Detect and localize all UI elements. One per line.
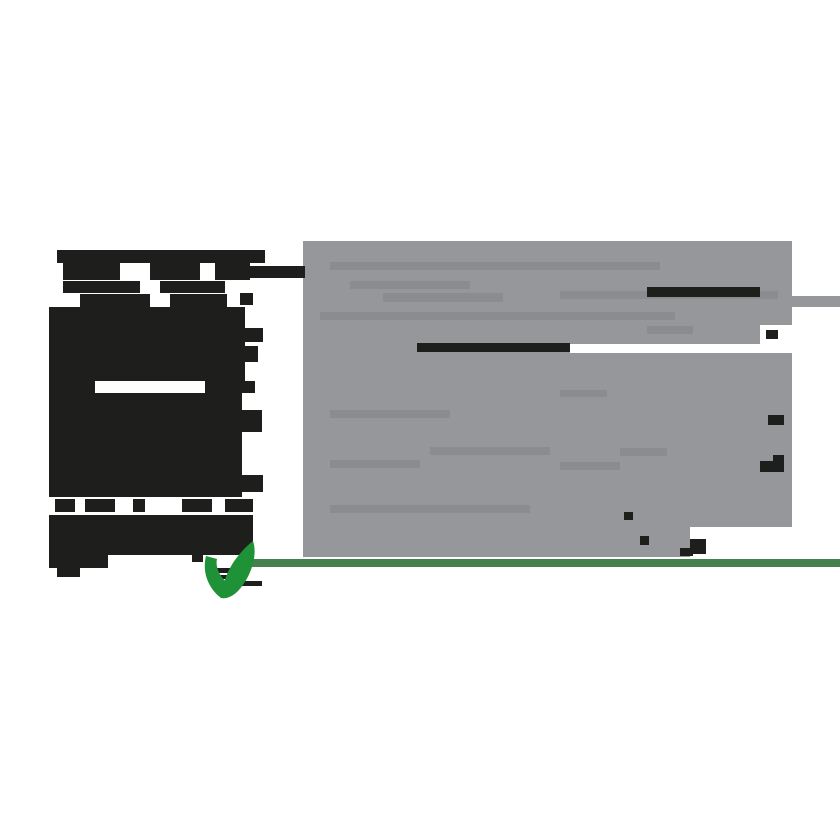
ink-edge-mark [766,330,778,339]
ink-heading-line [57,250,265,263]
ink-dash [225,499,253,512]
gray-text-row [430,447,550,455]
gray-text-row [330,505,530,513]
gray-text-row [330,460,420,468]
ink-paragraph-slab [49,307,245,381]
ink-word [80,294,150,307]
ink-slab-bump [245,346,258,362]
ink-word [63,263,120,280]
connector-bar [243,266,305,278]
ink-word [49,555,108,568]
ink-word [170,294,227,307]
gray-text-row [330,410,450,418]
ink-dash [55,499,75,512]
ink-dash [133,499,145,512]
ink-edge-mark [768,415,784,425]
gray-text-row [620,448,667,456]
ink-word [160,281,225,293]
gray-panel-gap [570,344,792,353]
ink-slab-bump [242,475,263,492]
gray-text-row [330,262,660,270]
black-text-bar [417,343,570,352]
ink-scatter-dot [640,536,649,545]
gray-text-row [560,390,607,397]
ink-word [205,381,255,393]
gray-text-row [647,326,693,334]
ink-word [63,281,140,293]
ink-word [150,263,200,280]
ink-word [240,293,253,305]
ink-dash [85,499,115,512]
gray-text-row [320,312,675,320]
ink-word [49,381,95,393]
black-text-bar [647,287,760,297]
gray-panel-protrusion [792,296,840,307]
ink-scatter-dot [624,512,633,520]
gray-text-row [383,293,503,302]
ink-word [57,568,80,577]
ink-dash [182,499,212,512]
ink-paragraph-slab [49,515,253,555]
signature-line [245,559,840,567]
gray-text-row [350,281,470,289]
ink-slab-bump [245,328,263,342]
ink-scribble [192,552,203,562]
ink-slab-bump [242,410,262,432]
ink-paragraph-slab [49,393,242,497]
gray-text-row [560,462,620,470]
ink-edge-mark [760,461,784,472]
ink-scatter-dot [680,548,693,556]
